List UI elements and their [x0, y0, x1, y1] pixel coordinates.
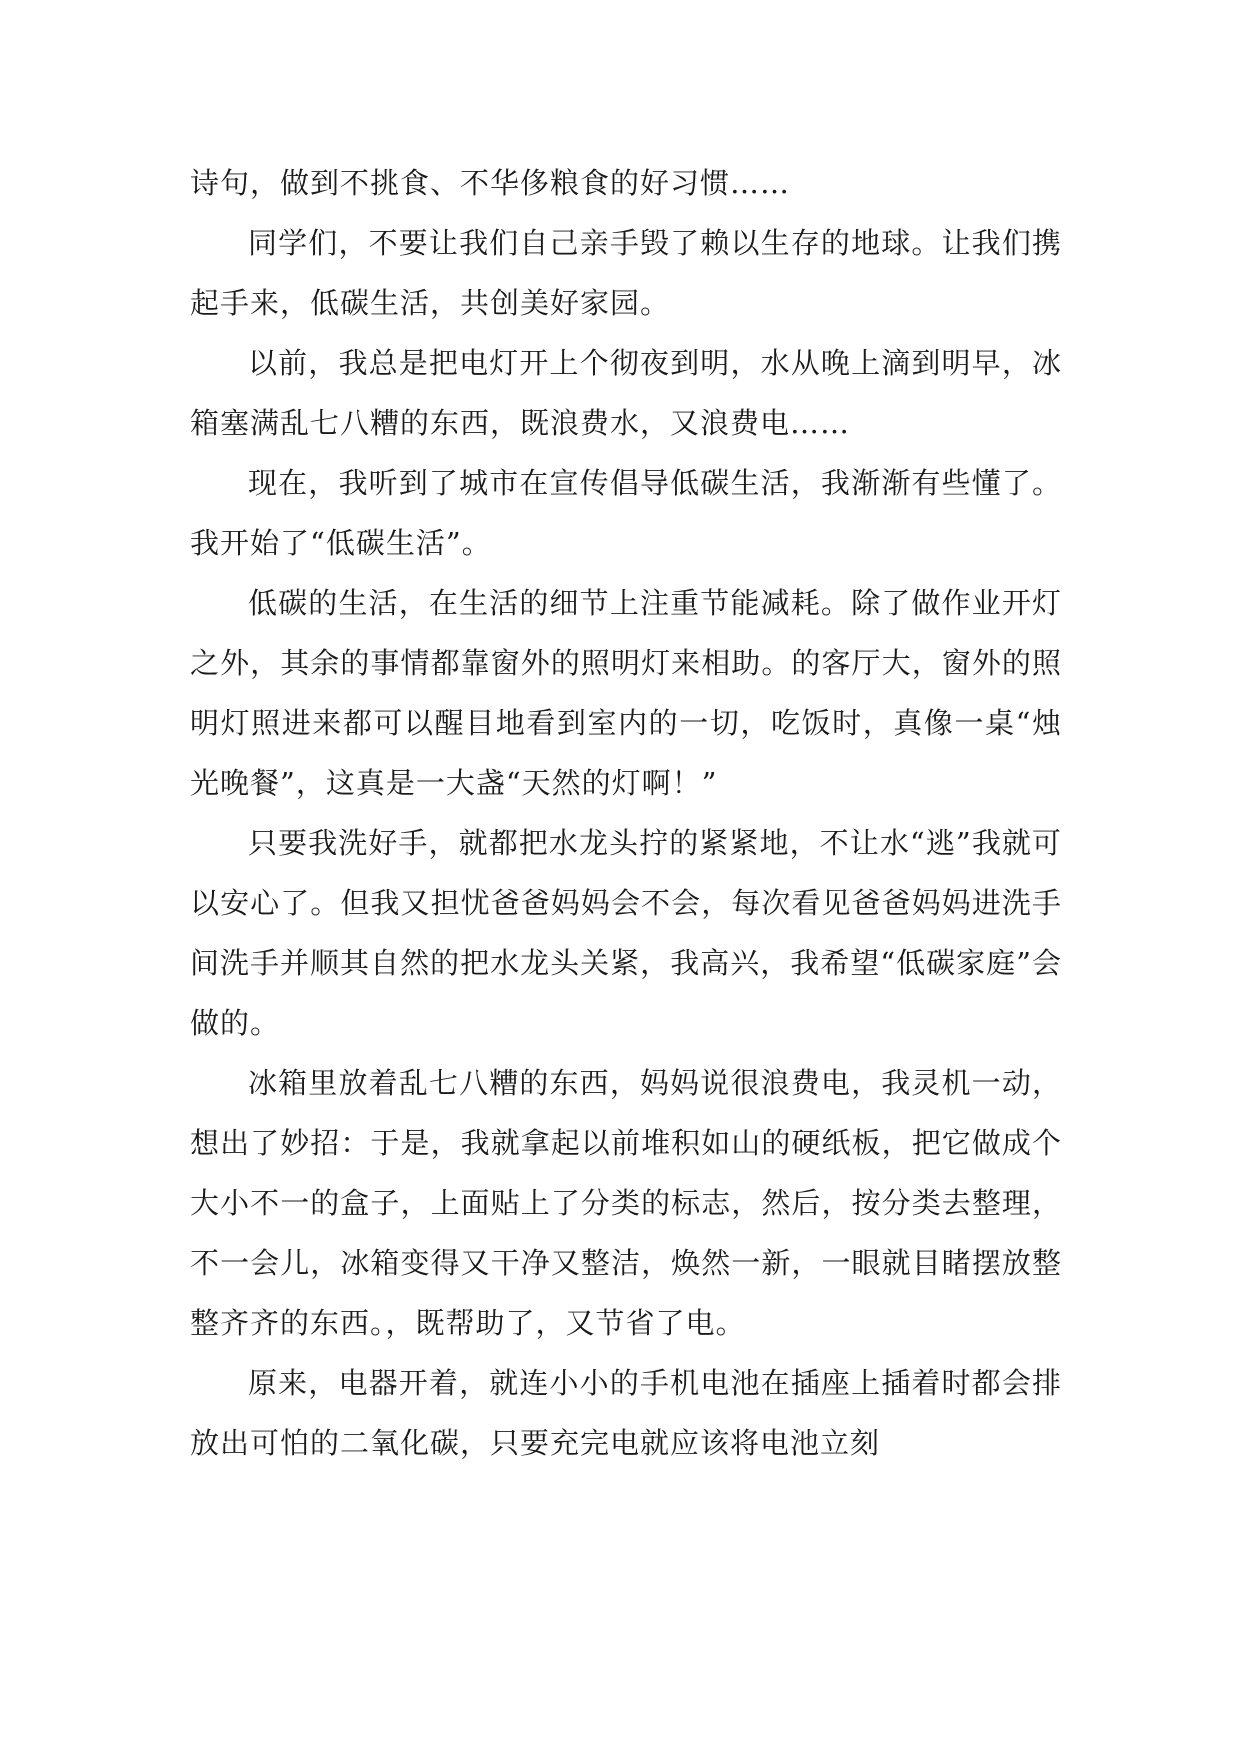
paragraph: 低碳的生活，在生活的细节上注重节能减耗。除了做作业开灯之外，其余的事情都靠窗外的照明灯来相助。的客厅大，窗外的照明灯照进来都可以醒目地看到室内的一切，吃饭时，真像一桌“烛光晚餐”，这真是一大盏“天然的灯啊！” [190, 586, 1062, 800]
paragraph: 只要我洗好手，就都把水龙头拧的紧紧地，不让水“逃”我就可以安心了。但我又担忧爸爸妈妈会不会，每次看见爸爸妈妈进洗手间洗手并顺其自然的把水龙头关紧，我高兴，我希望“低碳家庭”会做的。 [190, 826, 1062, 1040]
paragraph: 原来，电器开着，就连小小的手机电池在插座上插着时都会排放出可怕的二氧化碳，只要充完电就应该将电池立刻 [190, 1366, 1062, 1460]
paragraph: 同学们，不要让我们自己亲手毁了赖以生存的地球。让我们携起手来，低碳生活，共创美好家园。 [190, 226, 1062, 320]
paragraph: 现在，我听到了城市在宣传倡导低碳生活，我渐渐有些懂了。我开始了“低碳生活”。 [190, 466, 1062, 560]
paragraph: 冰箱里放着乱七八糟的东西，妈妈说很浪费电，我灵机一动，想出了妙招：于是，我就拿起以前堆积如山的硬纸板，把它做成个大小不一的盒子，上面贴上了分类的标志，然后，按分类去整理，不一会儿，冰箱变得又干净又整洁，焕然一新，一眼就目睹摆放整整齐齐的东西。，既帮助了，又节省了电。 [190, 1066, 1062, 1340]
paragraph: 以前，我总是把电灯开上个彻夜到明，水从晚上滴到明早，冰箱塞满乱七八糟的东西，既浪费水，又浪费电…… [190, 346, 1062, 440]
document-body [190, 153, 1062, 1473]
paragraph: 诗句，做到不挑食、不华侈粮食的好习惯…… [190, 166, 791, 200]
